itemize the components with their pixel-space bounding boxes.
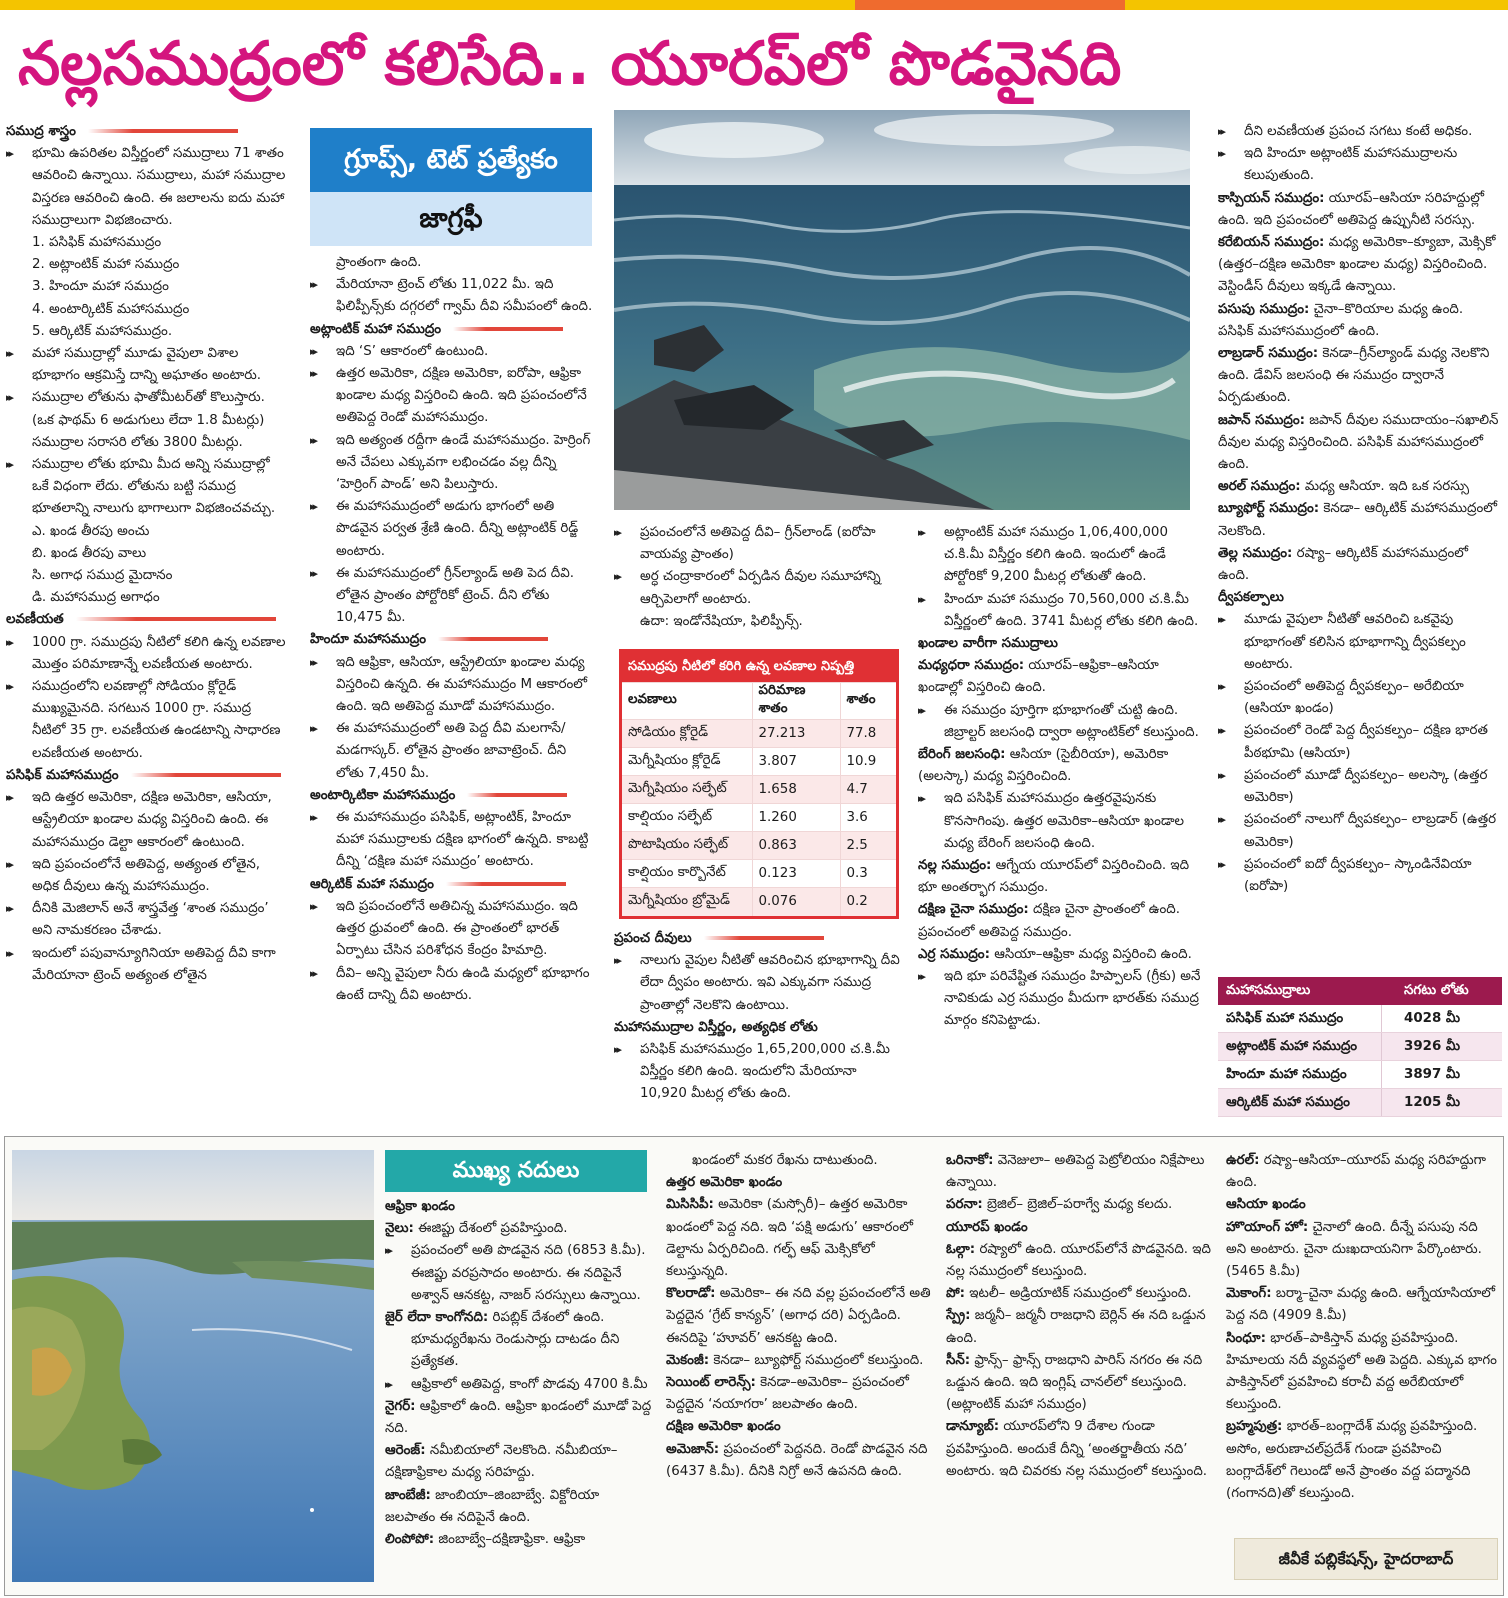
bullet: ▸▸ మహా సముద్రాల్లో మూడు వైపులా విశాల భూభాగం ఆక్రమిస్తే దాన్ని అఘాతం అంటారు. (6, 343, 286, 387)
column-1 (6, 121, 286, 1111)
ocean-depth: 4028 మీ (1404, 1011, 1461, 1026)
bullet: ▸▸ హిందూ మహా సముద్రం 70,560,000 చ.కి.మీ విస్తీర్ణంలో ఉంది. 3741 మీటర్ల లోతు కలిగి ఉంది. (918, 589, 1204, 633)
section-heading-indian: హిందూ మహాసముద్రం (310, 629, 594, 651)
column-4 (918, 522, 1204, 1112)
salt-amount: 27.213 (752, 720, 840, 748)
ocean-item: 4. అంటార్కిటిక్‌ మహాసముద్రం (32, 301, 190, 317)
bullet: ▸▸ దీవి– అన్ని వైపులా నీరు ఉండి మధ్యలో భూభాగం ఉంటే దాన్ని దీవి అంటారు. (310, 963, 594, 1007)
salt-name: మెగ్నీషియం క్లోరైడ్‌ (622, 748, 752, 776)
bullet: ▸▸ దీనికి మెజిలాన్‌ అనే శాస్త్రవేత్త ‘శాంత సముద్రం’ అని నామకరణం చేశాడు. (6, 898, 286, 942)
section-heading-ocean-area: మహాసముద్రాల విస్తీర్ణం, అత్యధిక లోతు (614, 1019, 818, 1035)
ocean-depth: 3926 మీ (1404, 1039, 1461, 1054)
river-entry: ఓల్గా: రష్యాలో ఉంది. యూరప్‌లోనే పొడవైనది. ఇది నల్ల సముద్రంలో కలుస్తుంది. (946, 1241, 1211, 1280)
bullet: ▸▸ ప్రపంచంలో రెండో పెద్ద ద్వీపకల్పం– దక్షిణ భారత పీఠభూమి (ఆసియా) (1218, 720, 1502, 764)
bullet: ▸▸ నాలుగు వైపుల నీటితో ఆవరించిన భూభాగాన్ని దీవి లేదా ద్వీపం అంటారు. ఇవి ఎక్కువగా సముద్ర ప్రాంతాల్లో నెలకొని ఉంటాయి. (614, 950, 900, 1017)
river-entry: పరనా: బ్రెజిల్‌– బ్రెజిల్‌–పరాగ్వే మధ్య కలదు. (946, 1197, 1173, 1213)
river-entry: నైగర్‌: ఆఫ్రికాలో ఉంది. ఆఫ్రికా ఖండంలో మూడో పెద్ద నది. (385, 1398, 652, 1437)
section-heading-arctic: ఆర్కిటిక్‌ మహా సముద్రం (310, 874, 594, 896)
bullet: ▸▸ ఇది భూ పరివేష్టిత సముద్రం హిప్పాలస్‌ (గ్రీకు) అనే నావికుడు ఎర్ర సముద్రం మీదుగా భారత్‌కు సముద్ర మార్గం కనిపెట్టాడు. (918, 966, 1204, 1033)
river-entry: పో: ఇటలీ– అడ్రియాటిక్‌ సముద్రంలో కలుస్తుంది. (946, 1286, 1192, 1302)
ocean-item: 3. హిందూ మహా సముద్రం (32, 279, 169, 295)
table-row (1218, 1061, 1502, 1089)
bullet: ▸▸ దీని లవణీయత ప్రపంచ సగటు కంటే అధికం. (1218, 121, 1502, 143)
sea-name: జపాన్‌ సముద్రం: (1218, 412, 1305, 428)
river-entry: నైలు: ఈజిప్టు దేశంలో ప్రవహిస్తుంది. (385, 1221, 568, 1237)
table-row (622, 888, 896, 916)
bullet: ▸▸ ఇందులో పపువాన్యూగినియా అతిపెద్ద దీవి కాగా మేరియానా ట్రెంచ్‌ అత్యంత లోతైన (6, 943, 286, 987)
bullet: ▸▸ సముద్రంలోని లవణాల్లో సోడియం క్లోరైడ్‌ ముఖ్యమైనది. సగటున 1000 గ్రా. సముద్ర నీటిలో 35 గ్రా. లవణీయత ఉండటాన్ని సాధారణ లవణీయత అంటారు. (6, 676, 286, 765)
continued-text: ప్రాంతంగా ఉంది. (336, 255, 422, 270)
river-name: జైర్‌ లేదా కాంగోనది: (385, 1310, 489, 1326)
salt-amount: 1.658 (752, 776, 840, 804)
river-entry: సింధూ: భారత్‌–పాకిస్తాన్‌ మధ్య ప్రవహిస్తుంది. హిమాలయ నదీ వ్యవస్థలో అతి పెద్దది. ఎక్కువ భాగం పాకిస్తాన్‌లో ప్రవహించి కరాచీ వద్ద అరేబియాలో కలుస్తుంది. (1226, 1330, 1497, 1413)
salt-percent: 2.5 (840, 832, 896, 860)
salt-percent: 0.2 (840, 888, 896, 916)
section-heading-antarctic: అంటార్కిటికా మహాసముద్రం (310, 785, 594, 807)
sea-entry: దక్షిణ చైనా సముద్రం: దక్షిణ చైనా ప్రాంతంలో ఉంది. ప్రపంచంలో అతిపెద్ద సముద్రం. (918, 902, 1180, 940)
sea-name: తెల్ల సముద్రం: (1218, 545, 1293, 561)
sea-name: లాబ్రడార్‌ సముద్రం: (1218, 346, 1319, 362)
seabed-part: బి. ఖండ తీరపు వాలు (32, 545, 147, 561)
salt-name: మెగ్నీషియం బ్రోమైడ్‌ (622, 888, 752, 916)
bullet: ▸▸ ఇది ఉత్తర అమెరికా, దక్షిణ అమెరికా, ఆసియా, ఆస్ట్రేలియా ఖండాల మధ్య విస్తరించి ఉంది. ఈ మహాసముద్రం డెల్టా ఆకారంలో ఉంటుంది. (6, 787, 286, 854)
river-name: ఒరినాకో: (946, 1153, 994, 1168)
ocean-item: 5. ఆర్కిటిక్‌ మహాసముద్రం. (32, 323, 173, 339)
ocean-item: 2. అట్లాంటిక్‌ మహా సముద్రం (32, 257, 180, 273)
sea-entry: మధ్యధరా సముద్రం: యూరప్‌–ఆఫ్రికా–ఆసియా ఖండాల్లో విస్తరించి ఉంది. (918, 658, 1159, 696)
section-heading-europe: యూరప్‌ ఖండం (946, 1219, 1028, 1235)
river-entry: అమెజాన్‌: ప్రపంచంలో పెద్దనది. రెండో పొడవైన నది (6437 కి.మీ). దీనికి నిగ్రో అనే ఉపనది ఉంది. (666, 1441, 928, 1479)
river-name: సీన్‌: (946, 1352, 971, 1368)
column-header: లవణాలు (622, 683, 752, 720)
bullet: ▸▸ 1000 గ్రా. సముద్రపు నీటిలో కలిగి ఉన్న లవణాల మొత్తం పరిమాణాన్నే లవణీయత అంటారు. (6, 632, 286, 676)
top-accent-bar (855, 0, 1125, 10)
bullet: ▸▸ ప్రపంచంలో మూడో ద్వీపకల్పం– అలస్కా (ఉత్తర అమెరికా) (1218, 765, 1502, 809)
section-heading-seas: ఖండాల వారీగా సముద్రాలు (918, 636, 1058, 652)
table-row (622, 860, 896, 888)
table-row (622, 832, 896, 860)
bullet: ▸▸ అట్లాంటిక్‌ మహా సముద్రం 1,06,400,000 చ.కి.మీ విస్తీర్ణం కలిగి ఉంది. ఇందులో ఉండే పోర్టోరికో 9,200 మీటర్ల లోతుతో ఉంది. (918, 522, 1204, 589)
sea-name: నల్ల సముద్రం: (918, 858, 992, 874)
bullet: ▸▸ ఈ మహాసముద్రం పసిఫిక్‌, అట్లాంటిక్‌, హిందూ మహా సముద్రాలకు దక్షిణ భాగంలో ఉన్నది. కాబట్టి దీన్ని ‘దక్షిణ మహా సముద్రం’ అంటారు. (310, 807, 594, 874)
bullet: ▸▸ పసిఫిక్‌ మహాసముద్రం 1,65,200,000 చ.కి.మీ విస్తీర్ణం కలిగి ఉంది. ఇందులోని మేరియానా 10,920 మీటర్ల లోతు ఉంది. (614, 1039, 900, 1106)
sea-entry: జపాన్‌ సముద్రం: జపాన్‌ దీవుల సముదాయం–సఖాలిన్‌ దీవుల మధ్య విస్తరించింది. పసిఫిక్‌ మహాసముద్రంలో ఉంది. (1218, 412, 1499, 473)
salt-percent: 0.3 (840, 860, 896, 888)
river-name: డాన్యూబ్‌: (946, 1419, 1000, 1435)
river-aerial-photo (12, 1150, 374, 1582)
salt-percent: 3.6 (840, 804, 896, 832)
river-detail: భూమధ్యరేఖను రెండుసార్లు దాటడం దీని ప్రత్యేకత. (411, 1332, 620, 1370)
column-3-bottom (614, 928, 900, 1112)
river-name: సెయింట్‌ లారెన్స్‌: (666, 1375, 756, 1391)
salt-name: మెగ్నీషియం సల్ఫేట్‌ (622, 776, 752, 804)
river-entry: ఉరల్‌: రష్యా–ఆసియా–యూరప్‌ మధ్య సరిహద్దుగా ఉంది. (1226, 1153, 1487, 1191)
salt-amount: 0.076 (752, 888, 840, 916)
river-entry: మెకాంగ్‌: బర్మా–చైనా మధ్య ఉంది. ఆగ్నేయాసియాలో పెద్ద నది (4909 కి.మీ) (1226, 1286, 1496, 1324)
river-entry: లింపోపో: జింబాబ్వే–దక్షిణాఫ్రికా. ఆఫ్రికా (385, 1532, 586, 1548)
bullet: ▸▸ ఆఫ్రికాలో అతిపెద్ద, కాంగో పొడవు 4700 కి.మీ (385, 1374, 653, 1396)
salt-name: కాల్షియం సల్ఫేట్‌ (622, 804, 752, 832)
salt-name: సోడియం క్లోరైడ్‌ (622, 720, 752, 748)
bullet: ▸▸ ఇది అత్యంత రద్దీగా ఉండే మహాసముద్రం. హెర్రింగ్‌ అనే చేపలు ఎక్కువగా లభించడం వల్ల దీన్ని ‘హెర్రింగ్‌ పాండ్‌’ అని పిలుస్తారు. (310, 430, 594, 497)
section-heading-south-america: దక్షిణ అమెరికా ఖండం (666, 1419, 781, 1435)
bullet: ▸▸ ఇది ‘S’ ఆకారంలో ఉంటుంది. (310, 341, 594, 363)
bullet: ▸▸ ఇది ప్రపంచంలోనే అతిపెద్ద, అత్యంత లోతైన, అధిక దీవులు ఉన్న మహాసముద్రం. (6, 854, 286, 898)
sea-entry: బ్యూఫోర్ట్‌ సముద్రం: కెనడా– ఆర్కిటిక్‌ మహాసముద్రంలో నెలకొంది. (1218, 501, 1498, 539)
river-name: స్ప్రే: (946, 1308, 971, 1324)
river-name: జాంబేజీ: (385, 1487, 431, 1503)
salt-percent: 10.9 (840, 748, 896, 776)
bullet: ▸▸ ఇది ఆఫ్రికా, ఆసియా, ఆస్ట్రేలియా ఖండాల మధ్య విస్తరించి ఉన్నది. ఈ మహాసముద్రం M ఆకారంలో ఉంది. ఇది అతిపెద్ద మూడో మహాసముద్రం. (310, 652, 594, 719)
bullet: ▸▸ ఇది ప్రపంచంలోనే అతిచిన్న మహాసముద్రం. ఇది ఉత్తర ధ్రువంలో ఉంది. ఈ ప్రాంతంలో భారత్‌ ఏర్పాటు చేసిన పరిశోధన కేంద్రం హిమాద్రి. (310, 896, 594, 963)
salt-percent: 4.7 (840, 776, 896, 804)
bullet: ▸▸ ప్రపంచంలో అతి పొడవైన నది (6853 కి.మీ). ఈజిప్టు వరప్రసాదం అంటారు. ఈ నదిపైనే అశ్వాన్‌ ఆనకట్ట, నాజర్‌ సరస్సులు ఉన్నాయి. (385, 1240, 653, 1307)
table-row (622, 720, 896, 748)
river-name: అమెజాన్‌: (666, 1441, 720, 1457)
bullet: ▸▸ ఈ మహాసముద్రంలో అడుగు భాగంలో అతి పొడవైన పర్వత శ్రేణి ఉంది. దీన్ని అట్లాంటిక్‌ రిడ్జ్‌ అంటారు. (310, 496, 594, 563)
bullet: ▸▸ ప్రపంచంలోనే అతిపెద్ద దీవి– గ్రీన్‌లాండ్‌ (ఐరోపా వాయవ్య ప్రాంతం) (614, 522, 900, 566)
ocean-depth: 1205 మీ (1404, 1095, 1461, 1110)
river-entry: హొయాంగ్‌ హో: చైనాలో ఉంది. దీన్నే పసుపు నది అని అంటారు. చైనా దుఃఖదాయనిగా పేర్కొంటారు. (5465 కి.మీ) (1226, 1219, 1482, 1280)
table-row (1218, 1089, 1502, 1117)
river-name: నైలు: (385, 1221, 414, 1237)
bullet: ▸▸ ప్రపంచంలో అతిపెద్ద ద్వీపకల్పం– అరేబియా (ఆసియా ఖండం) (1218, 676, 1502, 720)
ocean-name: ఆర్కిటిక్‌ మహా సముద్రం (1218, 1089, 1382, 1116)
bullet: ▸▸ భూమి ఉపరితల విస్తీర్ణంలో సముద్రాలు 71 శాతం ఆవరించి ఉన్నాయి. సముద్రాలు, మహా సముద్రాల విస్తరణ ఆవరించి ఉంది. ఈ జలాలను ఐదు మహా సముద్రాలుగా విభజించారు. (6, 143, 286, 232)
publisher-credit: జీవీకే పబ్లికేషన్స్‌, హైదరాబాద్‌ (1234, 1538, 1498, 1580)
sea-entry: లాబ్రడార్‌ సముద్రం: కెనడా–గ్రీన్‌ల్యాండ్‌ మధ్య నెలకొని ఉంది. డేవిస్‌ జలసంధి ఈ సముద్రం ద్వారానే ఏర్పడుతుంది. (1218, 346, 1490, 406)
table-row (622, 804, 896, 832)
table-row (1218, 1005, 1502, 1033)
bullet: ▸▸ ఇది హిందూ అట్లాంటిక్‌ మహాసముద్రాలను కలుపుతుంది. (1218, 143, 1502, 187)
river-name: లింపోపో: (385, 1532, 435, 1548)
table-header-row (622, 683, 896, 720)
sea-name: అరల్‌ సముద్రం: (1218, 479, 1301, 495)
rivers-column-2 (666, 1150, 934, 1592)
bullet: ▸▸ ఉత్తర అమెరికా, దక్షిణ అమెరికా, ఐరోపా, ఆఫ్రికా ఖండాల మధ్య విస్తరించి ఉంది. ఇది ప్రపంచంలోనే అతిపెద్ద రెండో మహాసముద్రం. (310, 363, 594, 430)
section-heading-salinity: లవణీయత (6, 609, 286, 631)
river-entry: జైర్‌ లేదా కాంగోనది: రిపబ్లిక్‌ దేశంలో ఉంది. (385, 1310, 605, 1326)
section-heading-atlantic: అట్లాంటిక్‌ మహా సముద్రం (310, 319, 594, 341)
sea-entry: అరల్‌ సముద్రం: మధ్య ఆసియా. ఇది ఒక సరస్సు (1218, 479, 1470, 495)
seabed-part: ఎ. ఖండ తీరపు అంచు (32, 523, 150, 539)
salt-percent: 77.8 (840, 720, 896, 748)
salt-amount: 3.807 (752, 748, 840, 776)
column-header: పరిమాణ శాతం (752, 683, 840, 720)
river-entry: బ్రహ్మపుత్ర: భారత్‌–బంగ్లాదేశ్‌ మధ్య ప్రవహిస్తుంది. అసోం, అరుణాచల్‌ప్రదేశ్‌ గుండా ప్రవహించి బంగ్లాదేశ్‌లో గెలుండో అనే ప్రాంతం వద్ద పద్మానది (గంగానది)తో కలుస్తుంది. (1226, 1419, 1478, 1502)
bullet: ▸▸ ఇది పసిఫిక్‌ మహాసముద్రం ఉత్తరవైపునకు కొనసాగింపు. ఉత్తర అమెరికా–ఆసియా ఖండాల మధ్య బేరింగ్‌ జలసంధి ఉంది. (918, 788, 1204, 855)
section-heading-oceanography: సముద్ర శాస్త్రం (6, 121, 286, 143)
sea-entry: నల్ల సముద్రం: ఆగ్నేయ యూరప్‌లో విస్తరించింది. ఇది భూ అంతర్భాగ సముద్రం. (918, 858, 1190, 896)
section-heading-peninsulas: ద్వీపకల్పాలు (1218, 590, 1284, 606)
sea-name: బేరింగ్‌ జలసంధి: (918, 747, 1006, 763)
river-entry: మెకంజీ: కెనడా– బ్యూఫోర్ట్‌ సముద్రంలో కలుస్తుంది. (666, 1352, 924, 1368)
badge-geography: జాగ్రఫీ (310, 192, 592, 246)
sea-name: బ్యూఫోర్ట్‌ సముద్రం: (1218, 501, 1320, 517)
bullet: ▸▸ మూడు వైపులా నీటితో ఆవరించి ఒకవైపు భూభాగంతో కలిసిన భూభాగాన్ని ద్వీపకల్పం అంటారు. (1218, 609, 1502, 676)
salt-amount: 0.863 (752, 832, 840, 860)
top-color-bar (0, 0, 1508, 10)
ocean-depth: 3897 మీ (1404, 1067, 1461, 1082)
badge-groups-tet: గ్రూప్స్‌, టెట్‌ ప్రత్యేకం (310, 128, 592, 192)
sea-entry: బేరింగ్‌ జలసంధి: ఆసియా (సైబీరియా), అమెరికా (అలస్కా) మధ్య విస్తరించింది. (918, 747, 1169, 785)
salt-name: కాల్షియం కార్బొనేట్‌ (622, 860, 752, 888)
sea-entry: తెల్ల సముద్రం: రష్యా– ఆర్కిటిక్‌ మహాసముద్రంలో ఉంది. (1218, 545, 1469, 584)
river-name: సింధూ: (1226, 1330, 1266, 1346)
bullet: ▸▸ ప్రపంచంలో ఐదో ద్వీపకల్పం– స్కాండినేవియా (ఐరోపా) (1218, 854, 1502, 898)
bullet: ▸▸ మేరియానా ట్రెంచ్‌ లోతు 11,022 మీ. ఇది ఫిలిప్పీన్స్‌కు దగ్గరలో గ్వామ్‌ దీవి సమీపంలో ఉంది. (310, 274, 594, 318)
river-entry: ఆరెంజ్‌: నమీబియాలో నెలకొంది. నమీబియా–దక్షిణాఫ్రికాల మధ్య సరిహద్దు. (385, 1443, 618, 1481)
column-5 (1218, 121, 1502, 967)
sea-waves-photo (614, 110, 1190, 510)
rivers-badge: ముఖ్య నదులు (385, 1150, 647, 1192)
river-entry: సెయింట్‌ లారెన్స్‌: కెనడా–అమెరికా– ప్రపంచంలో పెద్దదైన ‘నయాగరా’ జలపాతం ఉంది. (666, 1375, 909, 1413)
bullet: ▸▸ ఈ మహాసముద్రంలో గ్రీన్‌ల్యాండ్‌ అతి పెద దీవి. లోతైన ప్రాంతం పోర్టోరికో ట్రెంచ్‌. దీని లోతు 10,475 మీ. (310, 563, 594, 630)
section-heading-asia: ఆసియా ఖండం (1226, 1197, 1306, 1213)
river-entry: స్ప్రే: జర్మనీ– జర్మనీ రాజధాని బెర్లిన్‌ ఈ నది ఒడ్డున ఉంది. (946, 1308, 1206, 1346)
ocean-name: పసిఫిక్‌ మహా సముద్రం (1218, 1005, 1382, 1032)
column-header: శాతం (840, 683, 896, 720)
ocean-depth-table (1218, 977, 1502, 1117)
sea-name: దక్షిణ చైనా సముద్రం: (918, 902, 1029, 918)
sea-name: ఎర్ర సముద్రం: (918, 946, 990, 962)
river-name: పో: (946, 1286, 965, 1302)
ocean-name: అట్లాంటిక్‌ మహా సముద్రం (1218, 1033, 1382, 1060)
river-name: బ్రహ్మపుత్ర: (1226, 1419, 1283, 1435)
table-row (1218, 1033, 1502, 1061)
river-entry: జాంబేజీ: జాంబియా–జింబాబ్వే. విక్టోరియా జలపాతం ఈ నదిపైనే ఉంది. (385, 1487, 600, 1525)
ocean-item: 1. పసిఫిక్‌ మహాసముద్రం (32, 235, 162, 251)
sea-entry: ఎర్ర సముద్రం: ఆసియా–ఆఫ్రికా మధ్య విస్తరించి ఉంది. (918, 946, 1192, 962)
bullet: ▸▸ అర్ధ చంద్రాకారంలో ఏర్పడిన దీవుల సమూహాన్ని ఆర్చిపెలాగో అంటారు. (614, 566, 900, 610)
river-name: మెకాంగ్‌: (1226, 1286, 1272, 1302)
ocean-name: హిందూ మహా సముద్రం (1218, 1061, 1382, 1088)
salt-name: పొటాషియం సల్ఫేట్‌ (622, 832, 752, 860)
river-name: మిసిసిపీ: (666, 1197, 714, 1213)
sea-name: మధ్యధరా సముద్రం: (918, 658, 1025, 674)
table-row (622, 748, 896, 776)
rivers-column-3 (946, 1150, 1214, 1592)
river-name: పరనా: (946, 1197, 983, 1213)
rivers-column-4 (1226, 1150, 1498, 1534)
sea-name: కరేబియన్‌ సముద్రం: (1218, 235, 1325, 251)
river-name: ఉరల్‌: (1226, 1153, 1260, 1168)
salt-amount: 1.260 (752, 804, 840, 832)
section-heading-pacific: పసిఫిక్‌ మహాసముద్రం (6, 765, 286, 787)
column-3-top (614, 522, 900, 642)
example-text: ఉదా: ఇండోనేషియా, ఫిలిప్పీన్స్‌. (640, 613, 803, 629)
salt-table-title: సముద్రపు నీటిలో కరిగి ఉన్న లవణాల నిష్పత్తి (622, 652, 896, 682)
salt-amount: 0.123 (752, 860, 840, 888)
bullet: ▸▸ ఈ సముద్రం పూర్తిగా భూభాగంతో చుట్టి ఉంది. జిబ్రాల్టర్‌ జలసంధి ద్వారా అట్లాంటిక్‌లో కలుస్తుంది. (918, 700, 1204, 744)
table-row (622, 776, 896, 804)
river-name: మెకంజీ: (666, 1352, 710, 1368)
sea-entry: పసుపు సముద్రం: చైనా–కొరియాల మధ్య ఉంది. పసిఫిక్‌ మహాసముద్రంలో ఉంది. (1218, 301, 1464, 339)
river-entry: సీన్‌: ఫ్రాన్స్‌– ఫ్రాన్స్‌ రాజధాని పారిస్‌ నగరం ఈ నది ఒడ్డున ఉంది. ఇది ఇంగ్లిష్‌ చానల్‌లో కలుస్తుంది. (అట్లాంటిక్‌ మహా సముద్రం) (946, 1352, 1203, 1413)
continued-text: ఖండంలో మకర రేఖను దాటుతుంది. (692, 1153, 878, 1168)
section-heading-north-america: ఉత్తర అమెరికా ఖండం (666, 1175, 783, 1191)
river-entry: మిసిసిపీ: అమెరికా (మస్సోరీ)– ఉత్తర అమెరికా ఖండంలో పెద్ద నది. ఇది ‘పక్షి అడుగు’ ఆకారంలో డెల్టాను ఏర్పరిచింది. గల్ఫ్‌ ఆఫ్‌ మెక్సికోలో కలుస్తున్నది. (666, 1197, 913, 1280)
table-header-row (1218, 977, 1502, 1005)
sea-entry: కరేబియన్‌ సముద్రం: మధ్య అమెరికా–క్యూబా, మెక్సికో (ఉత్తర–దక్షిణ అమెరికా ఖండాల మధ్య) విస్తరించింది. వెస్టిండీస్‌ దీవులు ఇక్కడే ఉన్నాయి. (1218, 235, 1496, 295)
river-name: ఓల్గా: (946, 1241, 976, 1257)
seabed-part: డి. మహాసముద్ర అగాధం (32, 590, 160, 606)
sea-entry: కాస్పియన్‌ సముద్రం: యూరప్‌–ఆసియా సరిహద్దుల్లో ఉంది. ఇది ప్రపంచంలో అతిపెద్ద ఉప్పునీటి సరస్సు. (1218, 190, 1485, 228)
column-header: సగటు లోతు (1404, 983, 1469, 998)
column-2 (310, 252, 594, 1112)
river-entry: డాన్యూబ్‌: యూరప్‌లోని 9 దేశాల గుండా ప్రవహిస్తుంది. అందుకే దీన్ని ‘అంతర్జాతీయ నది’ అంటారు. ఇది చివరకు నల్ల సముద్రంలో కలుస్తుంది. (946, 1419, 1208, 1479)
river-name: హొయాంగ్‌ హో: (1226, 1219, 1309, 1235)
river-entry: కొలరాడో: అమెరికా– ఈ నది వల్ల ప్రపంచంలోనే అతి పెద్దదైన ‘గ్రేట్‌ కాన్యన్‌’ (అగాధ దరి) ఏర్పడింది. ఈనదిపై ‘హూవర్‌’ ఆనకట్ట ఉంది. (666, 1286, 931, 1346)
river-name: కొలరాడో: (666, 1286, 716, 1302)
river-entry: ఒరినాకో: వెనెజులా– అతిపెద్ద పెట్రోలియం నిక్షేపాలు ఉన్నాయి. (946, 1153, 1205, 1191)
section-heading-africa: ఆఫ్రికా ఖండం (385, 1199, 455, 1214)
bullet: ▸▸ సముద్రాల లోతును ఫాతోమీటర్‌తో కొలుస్తారు. (ఒక ఫాథమ్‌ 6 అడుగులు లేదా 1.8 మీటర్లు) సముద్రాల సరాసరి లోతు 3800 మీటర్లు. (6, 387, 286, 454)
section-heading-world-islands: ప్రపంచ దీవులు (614, 928, 900, 950)
salt-composition-table (619, 649, 899, 919)
bullet: ▸▸ ఈ మహాసముద్రంలో అతి పెద్ద దీవి మలగాసే/మడగాస్కర్‌. లోతైన ప్రాంతం జావాట్రెంచ్‌. దీని లోతు 7,450 మీ. (310, 718, 594, 785)
sea-name: పసుపు సముద్రం: (1218, 301, 1310, 317)
river-name: ఆరెంజ్‌: (385, 1443, 426, 1459)
river-name: నైగర్‌: (385, 1398, 416, 1414)
column-header: మహాసముద్రాలు (1226, 983, 1311, 998)
bullet: ▸▸ ప్రపంచంలో నాలుగో ద్వీపకల్పం– లాబ్రడార్‌ (ఉత్తర అమెరికా) (1218, 809, 1502, 853)
bullet: ▸▸ సముద్రాల లోతు భూమి మీద అన్ని సముద్రాల్లో ఒకే విధంగా లేదు. లోతును బట్టి సముద్ర భూతలాన్ని నాలుగు భాగాలుగా విభజించవచ్చు. (6, 454, 286, 521)
rivers-column-1 (385, 1196, 653, 1592)
sea-name: కాస్పియన్‌ సముద్రం: (1218, 190, 1325, 206)
headline: నల్లసముద్రంలో కలిసేది.. యూరప్‌లో పొడవైనది (18, 29, 1122, 99)
seabed-part: సి. అగాధ సముద్ర మైదానం (32, 568, 173, 584)
